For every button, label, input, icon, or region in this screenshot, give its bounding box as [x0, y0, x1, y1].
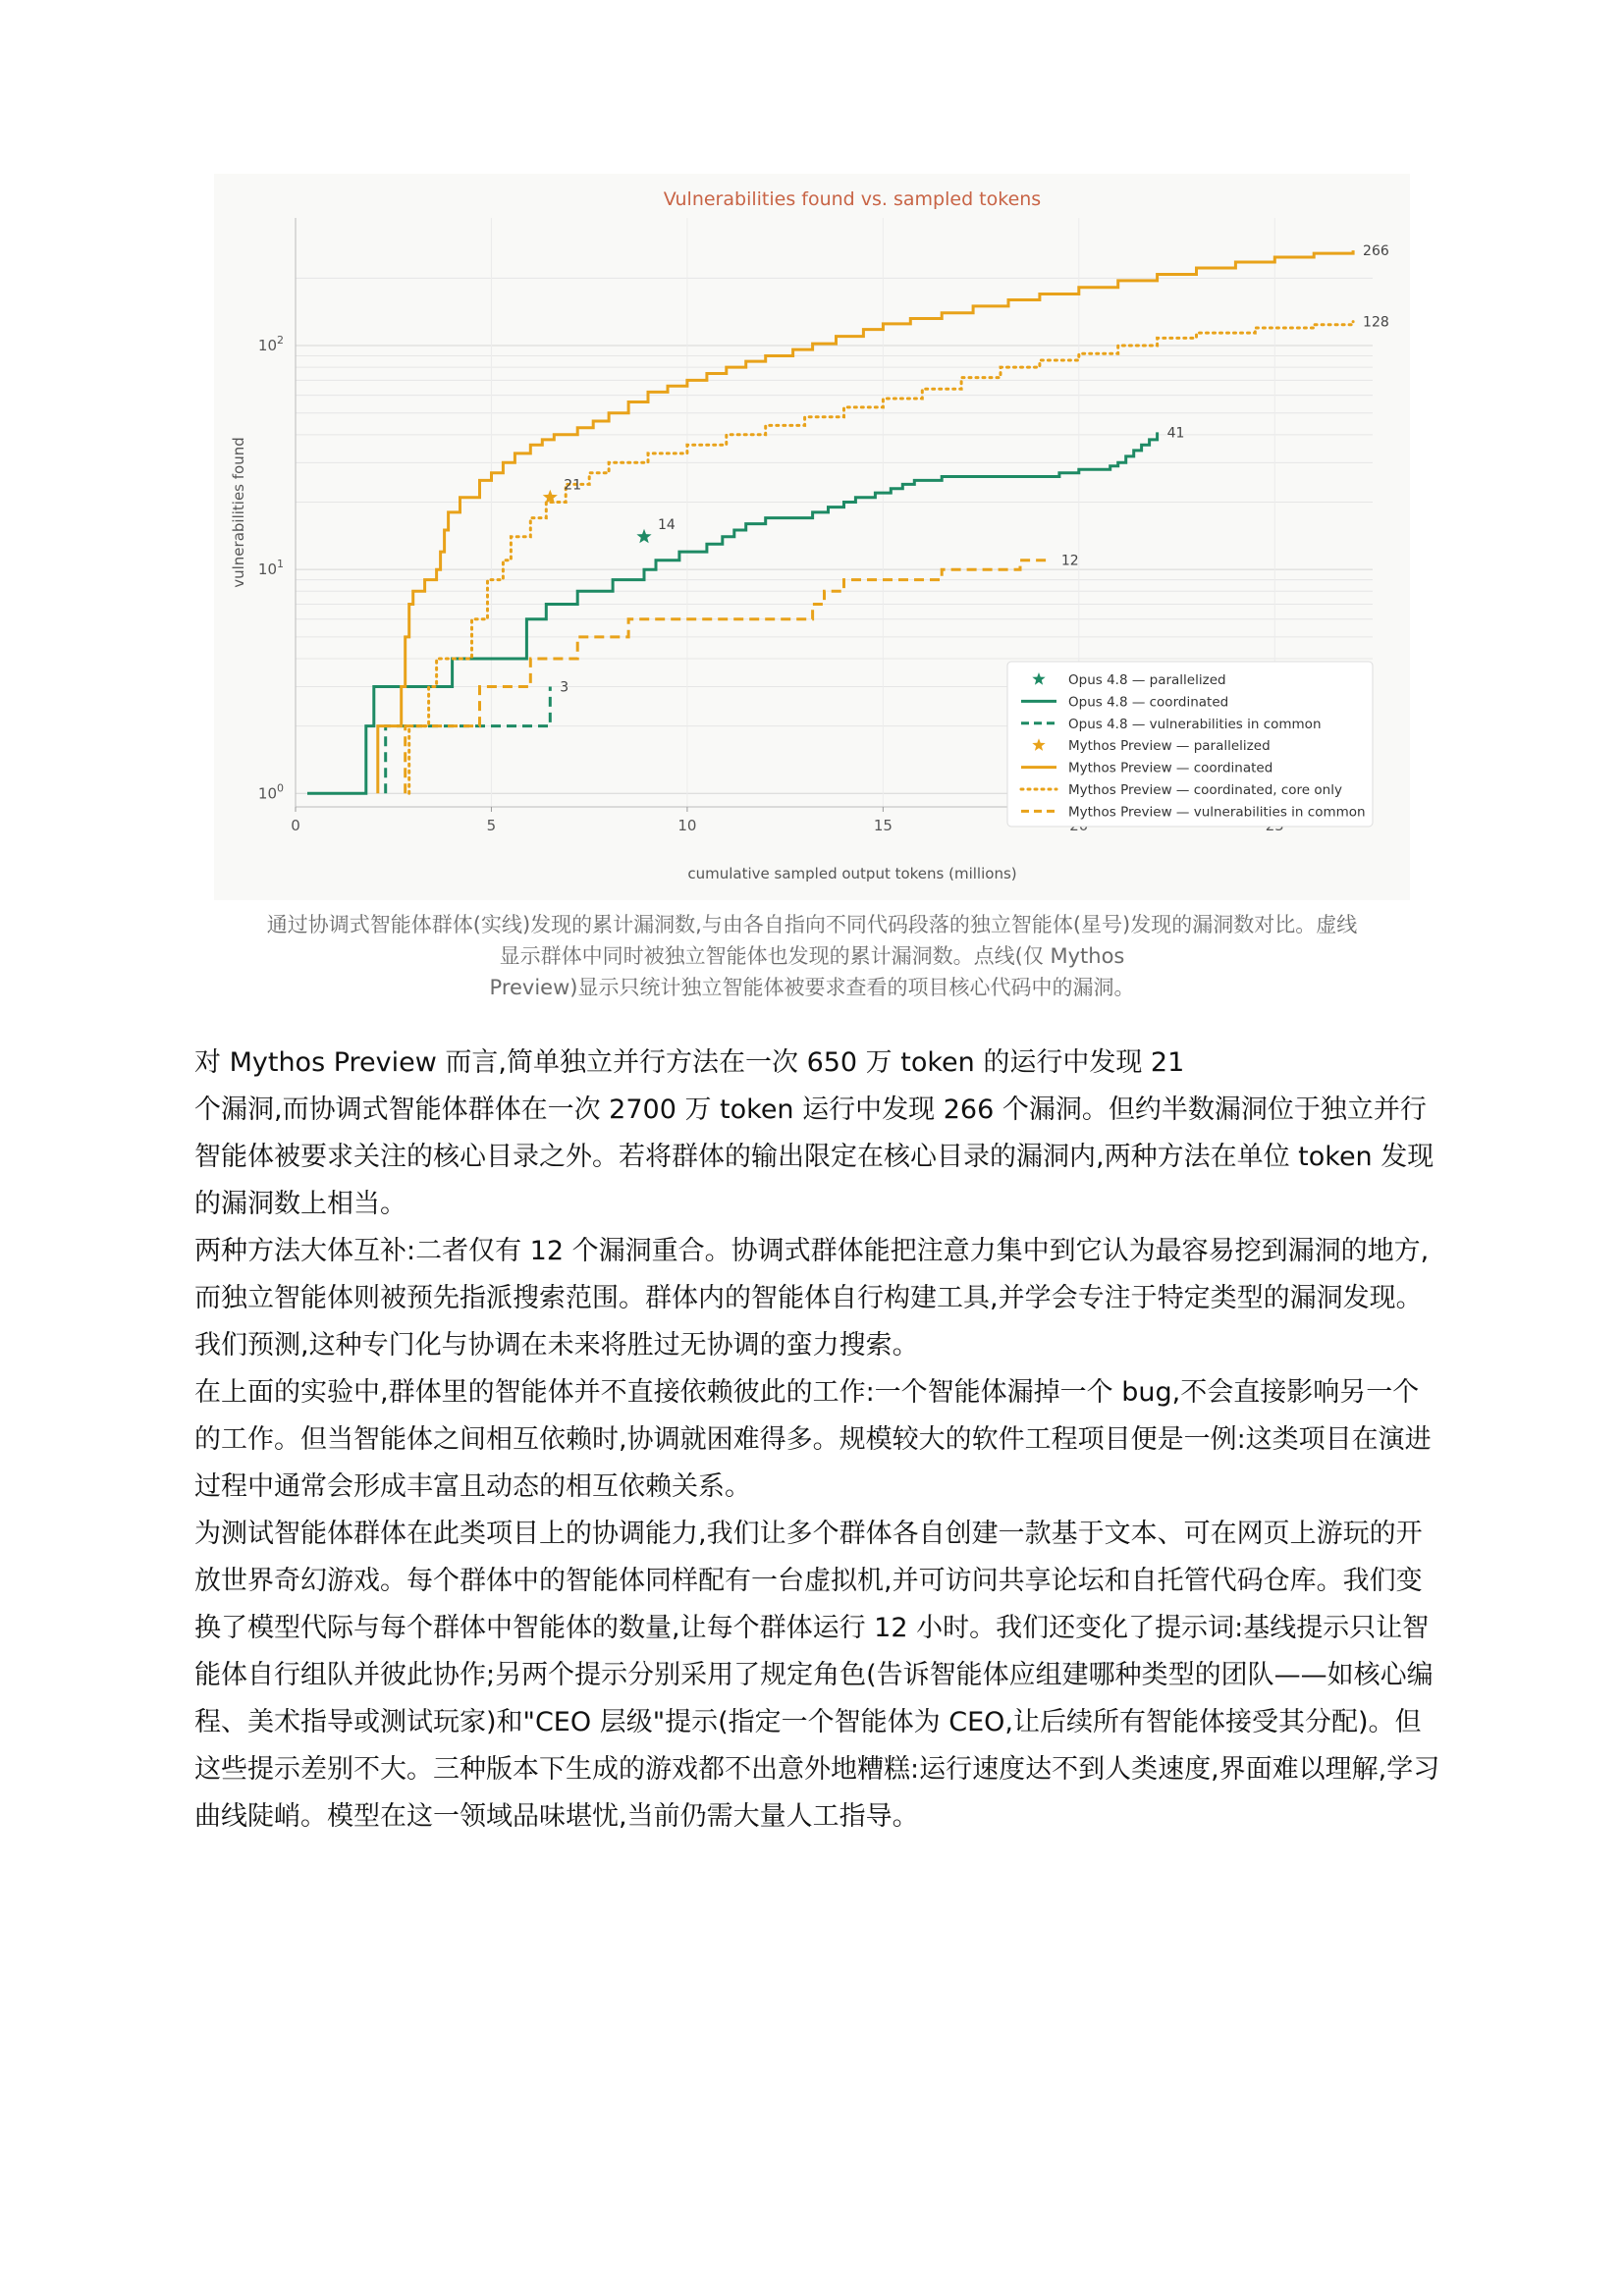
legend-entry-label: Opus 4.8 — coordinated	[1068, 694, 1229, 711]
legend-entry-label: Mythos Preview — vulnerabilities in common	[1068, 804, 1366, 821]
paragraph-4: 在上面的实验中,群体里的智能体并不直接依赖彼此的工作:一个智能体漏掉一个 bug,不会直接影响另一个的工作。但当智能体之间相互依赖时,协调就困难得多。规模较大的软件工程项目便是一例:这类项目在演进过程中通常会形成丰富且动态的相互依赖关系。	[194, 1377, 1432, 1502]
chart-figure	[214, 174, 1410, 900]
y-tick-label: $10^2$	[257, 334, 284, 355]
legend-entry-label: Mythos Preview — coordinated, core only	[1068, 782, 1342, 798]
paragraph-1: 对 Mythos Preview 而言,简单独立并行方法在一次 650 万 token 的运行中发现 21	[194, 1047, 1185, 1078]
y-axis-label: vulnerabilities found	[230, 437, 247, 588]
series-opus-4-8-parallelized-marker	[636, 529, 651, 544]
series-mythos-preview-vulnerabilities-in-common-line	[406, 561, 1052, 794]
x-tick-label: 5	[486, 817, 497, 834]
data-label: 3	[560, 679, 569, 696]
caption-line-1: 通过协调式智能体群体(实线)发现的累计漏洞数,与由各自指向不同代码段落的独立智能体(星号)发现的漏洞数对比。虚线	[266, 913, 1358, 936]
legend-entry-label: Mythos Preview — coordinated	[1068, 760, 1273, 776]
figure-caption	[196, 909, 1428, 1003]
data-label: 266	[1363, 243, 1389, 260]
data-label: 12	[1060, 553, 1079, 569]
paragraph-2: 个漏洞,而协调式智能体群体在一次 2700 万 token 运行中发现 266 个漏洞。但约半数漏洞位于独立并行智能体被要求关注的核心目录之外。若将群体的输出限定在核心目录的漏洞内,两种方法在单位 token 发现的漏洞数上相当。	[194, 1095, 1435, 1219]
y-tick-label: $10^0$	[257, 781, 284, 803]
data-label: 41	[1166, 425, 1185, 442]
y-tick-label: $10^1$	[257, 558, 284, 579]
data-label: 14	[658, 516, 676, 533]
caption-line-2: 显示群体中同时被独立智能体也发现的累计漏洞数。点线(仅 Mythos	[499, 944, 1125, 968]
x-axis-label: cumulative sampled output tokens (millions)	[687, 865, 1017, 882]
paragraph-5: 为测试智能体群体在此类项目上的协调能力,我们让多个群体各自创建一款基于文本、可在网页上游玩的开放世界奇幻游戏。每个群体中的智能体同样配有一台虚拟机,并可访问共享论坛和自托管代码仓库。我们变换了模型代际与每个群体中智能体的数量,让每个群体运行 12 小时。我们还变化了提示词:基线提示只让智能体自行组队并彼此协作;另两个提示分别采用了规定角色(告诉智能体应组建哪种类型的团队——如核心编程、美术指导或测试玩家)和"CEO 层级"提示(指定一个智能体为 CEO,让后续所有智能体接受其分配)。但这些提示差别不大。三种版本下生成的游戏都不出意外地糟糕:运行速度达不到人类速度,界面难以理解,学习曲线陡峭。模型在这一领域品味堪忧,当前仍需大量人工指导。	[194, 1519, 1440, 1832]
x-tick-label: 10	[677, 817, 697, 834]
legend-entry-label: Opus 4.8 — vulnerabilities in common	[1068, 716, 1322, 732]
data-label: 128	[1363, 314, 1389, 331]
caption-line-3: Preview)显示只统计独立智能体被要求查看的项目核心代码中的漏洞。	[489, 976, 1135, 999]
chart-title: Vulnerabilities found vs. sampled tokens	[663, 188, 1042, 210]
legend-entry-label: Mythos Preview — parallelized	[1068, 738, 1271, 755]
legend-entry-label: Opus 4.8 — parallelized	[1068, 672, 1226, 688]
x-tick-label: 0	[291, 817, 300, 834]
article-body	[194, 1040, 1441, 1841]
paragraph-3: 两种方法大体互补:二者仅有 12 个漏洞重合。协调式群体能把注意力集中到它认为最容易挖到漏洞的地方,而独立智能体则被预先指派搜索范围。群体内的智能体自行构建工具,并学会专注于特定类型的漏洞发现。我们预测,这种专门化与协调在未来将胜过无协调的蛮力搜索。	[194, 1236, 1430, 1361]
vulnerabilities-chart	[214, 174, 1410, 900]
x-tick-label: 15	[873, 817, 893, 834]
chart-legend	[1007, 662, 1373, 827]
data-label: 21	[564, 477, 582, 494]
